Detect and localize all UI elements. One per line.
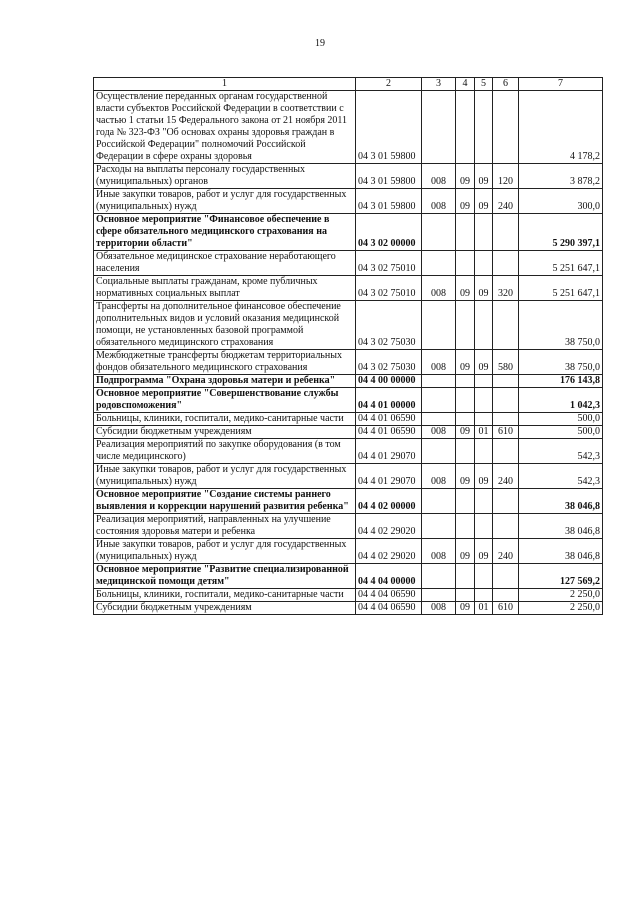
cell-c6: 610 (493, 426, 519, 439)
table-row (94, 375, 603, 388)
cell-amount: 1 042,3 (519, 388, 603, 413)
cell-code: 04 3 01 59800 (356, 164, 422, 189)
cell-c4: 09 (456, 464, 475, 489)
cell-c4 (456, 489, 475, 514)
cell-name: Иные закупки товаров, работ и услуг для государственных (муниципальных) нужд (94, 464, 356, 489)
cell-c3 (422, 564, 456, 589)
table-row (94, 564, 603, 589)
cell-c3: 008 (422, 539, 456, 564)
cell-c4 (456, 301, 475, 350)
cell-name: Осуществление переданных органам государственной власти субъектов Российской Федерации в соответствии с частью 1 статьи 15 Федерального закона от 21 ноября 2011 года № 323-ФЗ "Об основах охраны здоровья граждан в Российской Федерации" полномочий Российской Федерации в сфере охраны здоровья (94, 91, 356, 164)
cell-name: Иные закупки товаров, работ и услуг для государственных (муниципальных) нужд (94, 539, 356, 564)
cell-c6 (493, 301, 519, 350)
table-row (94, 602, 603, 615)
cell-c3: 008 (422, 602, 456, 615)
cell-c5: 09 (475, 350, 493, 375)
header-cell: 6 (493, 78, 519, 91)
cell-code: 04 4 04 00000 (356, 564, 422, 589)
cell-name: Основное мероприятие "Развитие специализированной медицинской помощи детям" (94, 564, 356, 589)
cell-c3: 008 (422, 164, 456, 189)
cell-c4 (456, 514, 475, 539)
cell-c4: 09 (456, 164, 475, 189)
cell-c3 (422, 214, 456, 251)
cell-c3: 008 (422, 276, 456, 301)
cell-c5: 09 (475, 464, 493, 489)
cell-amount: 5 251 647,1 (519, 276, 603, 301)
header-cell: 5 (475, 78, 493, 91)
cell-c4 (456, 589, 475, 602)
cell-amount: 2 250,0 (519, 602, 603, 615)
cell-c5: 09 (475, 539, 493, 564)
cell-c5 (475, 439, 493, 464)
cell-amount: 3 878,2 (519, 164, 603, 189)
cell-c4: 09 (456, 350, 475, 375)
table-row (94, 589, 603, 602)
header-cell: 7 (519, 78, 603, 91)
table-row (94, 164, 603, 189)
cell-c5: 01 (475, 426, 493, 439)
cell-c4 (456, 439, 475, 464)
cell-c6 (493, 388, 519, 413)
header-cell: 3 (422, 78, 456, 91)
cell-c4: 09 (456, 426, 475, 439)
cell-name: Основное мероприятие "Совершенствование службы родовспоможения" (94, 388, 356, 413)
cell-c6 (493, 489, 519, 514)
cell-c6 (493, 564, 519, 589)
cell-c5 (475, 301, 493, 350)
cell-c6: 240 (493, 464, 519, 489)
cell-c5 (475, 413, 493, 426)
cell-name: Расходы на выплаты персоналу государственных (муниципальных) органов (94, 164, 356, 189)
cell-c3 (422, 413, 456, 426)
cell-name: Реализация мероприятий, направленных на улучшение состояния здоровья матери и ребенка (94, 514, 356, 539)
cell-c3 (422, 375, 456, 388)
cell-amount: 542,3 (519, 464, 603, 489)
table-row (94, 413, 603, 426)
cell-c4 (456, 251, 475, 276)
cell-c3 (422, 589, 456, 602)
cell-amount: 38 046,8 (519, 539, 603, 564)
cell-c3 (422, 388, 456, 413)
cell-name: Трансферты на дополнительное финансовое обеспечение дополнительных видов и условий оказания медицинской помощи, не установленных базовой программой обязательного медицинского страхования (94, 301, 356, 350)
table-row (94, 388, 603, 413)
cell-amount: 38 046,8 (519, 514, 603, 539)
cell-c4: 09 (456, 539, 475, 564)
cell-code: 04 4 01 06590 (356, 426, 422, 439)
cell-amount: 127 569,2 (519, 564, 603, 589)
cell-amount: 300,0 (519, 189, 603, 214)
cell-code: 04 3 02 75010 (356, 251, 422, 276)
table-row (94, 91, 603, 164)
cell-c3 (422, 251, 456, 276)
cell-name: Основное мероприятие "Создание системы раннего выявления и коррекции нарушений развития ребенка" (94, 489, 356, 514)
cell-code: 04 4 02 00000 (356, 489, 422, 514)
cell-c6 (493, 214, 519, 251)
cell-amount: 5 251 647,1 (519, 251, 603, 276)
cell-amount: 176 143,8 (519, 375, 603, 388)
cell-c3 (422, 489, 456, 514)
cell-c6: 240 (493, 539, 519, 564)
cell-c5: 09 (475, 164, 493, 189)
table-row (94, 489, 603, 514)
cell-c5: 09 (475, 189, 493, 214)
cell-c5 (475, 564, 493, 589)
cell-amount: 500,0 (519, 426, 603, 439)
cell-c6: 610 (493, 602, 519, 615)
cell-c6 (493, 413, 519, 426)
cell-amount: 38 750,0 (519, 350, 603, 375)
cell-c3: 008 (422, 464, 456, 489)
cell-code: 04 3 01 59800 (356, 91, 422, 164)
cell-code: 04 3 01 59800 (356, 189, 422, 214)
cell-c3 (422, 514, 456, 539)
table-row (94, 350, 603, 375)
cell-c5 (475, 91, 493, 164)
cell-c6 (493, 91, 519, 164)
cell-amount: 5 290 397,1 (519, 214, 603, 251)
cell-code: 04 3 02 75010 (356, 276, 422, 301)
cell-amount: 38 046,8 (519, 489, 603, 514)
page-number: 19 (315, 38, 325, 49)
cell-c5 (475, 214, 493, 251)
cell-c6 (493, 589, 519, 602)
cell-amount: 38 750,0 (519, 301, 603, 350)
cell-code: 04 3 02 00000 (356, 214, 422, 251)
cell-c3: 008 (422, 189, 456, 214)
cell-c5: 01 (475, 602, 493, 615)
cell-amount: 500,0 (519, 413, 603, 426)
cell-c6: 580 (493, 350, 519, 375)
cell-c6: 120 (493, 164, 519, 189)
cell-c6: 320 (493, 276, 519, 301)
cell-c4: 09 (456, 276, 475, 301)
cell-code: 04 4 00 00000 (356, 375, 422, 388)
cell-name: Социальные выплаты гражданам, кроме публичных нормативных социальных выплат (94, 276, 356, 301)
cell-c3: 008 (422, 426, 456, 439)
cell-c4: 09 (456, 602, 475, 615)
header-cell: 4 (456, 78, 475, 91)
cell-c6 (493, 251, 519, 276)
cell-name: Реализация мероприятий по закупке оборудования (в том числе медицинского) (94, 439, 356, 464)
header-cell: 1 (94, 78, 356, 91)
cell-code: 04 4 02 29020 (356, 514, 422, 539)
cell-c4 (456, 375, 475, 388)
cell-c5: 09 (475, 276, 493, 301)
cell-c4: 09 (456, 189, 475, 214)
cell-code: 04 3 02 75030 (356, 301, 422, 350)
cell-c5 (475, 375, 493, 388)
cell-name: Основное мероприятие "Финансовое обеспечение в сфере обязательного медицинского страхования на территории области" (94, 214, 356, 251)
cell-amount: 2 250,0 (519, 589, 603, 602)
table-row (94, 214, 603, 251)
cell-name: Больницы, клиники, госпитали, медико-санитарные части (94, 589, 356, 602)
cell-c6 (493, 375, 519, 388)
cell-c3: 008 (422, 350, 456, 375)
cell-c4 (456, 564, 475, 589)
cell-name: Субсидии бюджетным учреждениям (94, 602, 356, 615)
cell-code: 04 4 01 00000 (356, 388, 422, 413)
table-row (94, 189, 603, 214)
table-row (94, 426, 603, 439)
header-cell: 2 (356, 78, 422, 91)
cell-name: Межбюджетные трансферты бюджетам территориальных фондов обязательного медицинского страхования (94, 350, 356, 375)
table-row (94, 251, 603, 276)
cell-name: Больницы, клиники, госпитали, медико-санитарные части (94, 413, 356, 426)
table-row (94, 464, 603, 489)
cell-c4 (456, 413, 475, 426)
header-row (94, 78, 603, 91)
budget-table (93, 77, 603, 615)
cell-name: Иные закупки товаров, работ и услуг для государственных (муниципальных) нужд (94, 189, 356, 214)
cell-name: Субсидии бюджетным учреждениям (94, 426, 356, 439)
cell-c3 (422, 301, 456, 350)
table-row (94, 301, 603, 350)
cell-c3 (422, 439, 456, 464)
table-row (94, 514, 603, 539)
cell-c6 (493, 439, 519, 464)
cell-c6 (493, 514, 519, 539)
cell-c3 (422, 91, 456, 164)
table-row (94, 439, 603, 464)
table-row (94, 276, 603, 301)
cell-c5 (475, 514, 493, 539)
cell-c6: 240 (493, 189, 519, 214)
cell-code: 04 4 01 29070 (356, 439, 422, 464)
cell-code: 04 4 01 29070 (356, 464, 422, 489)
cell-c4 (456, 388, 475, 413)
cell-c4 (456, 91, 475, 164)
cell-name: Обязательное медицинское страхование неработающего населения (94, 251, 356, 276)
table-row (94, 539, 603, 564)
cell-code: 04 4 04 06590 (356, 589, 422, 602)
cell-amount: 542,3 (519, 439, 603, 464)
cell-c4 (456, 214, 475, 251)
cell-code: 04 4 01 06590 (356, 413, 422, 426)
cell-code: 04 4 04 06590 (356, 602, 422, 615)
cell-c5 (475, 589, 493, 602)
cell-code: 04 4 02 29020 (356, 539, 422, 564)
cell-amount: 4 178,2 (519, 91, 603, 164)
cell-c5 (475, 489, 493, 514)
cell-code: 04 3 02 75030 (356, 350, 422, 375)
cell-c5 (475, 251, 493, 276)
cell-name: Подпрограмма "Охрана здоровья матери и ребенка" (94, 375, 356, 388)
cell-c5 (475, 388, 493, 413)
